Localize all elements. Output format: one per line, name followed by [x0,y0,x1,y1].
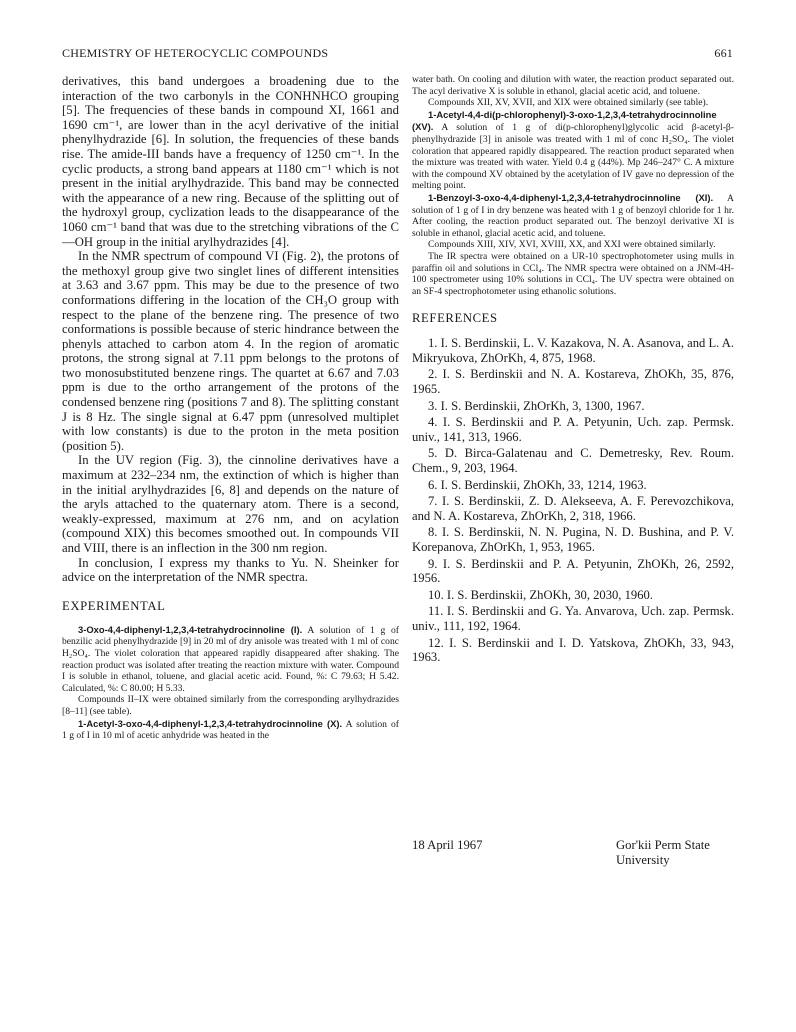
experimental-text [62,624,399,742]
procedure-text: A solution of 1 g of di(p-chlorophenyl)glycolic acid β-acetyl-β-phenylhydrazide [3] in anisole was treated with 1 ml of conc H₂SO₄. The violet coloration that appeared rapidly disappeared. The reaction product separated when the mixture was treated with water. Yield 0.4 g (44%). Mp 246–247° C. A mixture with the compound XV obtained by the acetylation of IV gave no depression of the melting point. [412,122,734,192]
left-column [62,74,399,742]
right-column [412,74,734,667]
procedure-text: A solution of 1 g of I in 10 ml of acetic anhydride was heated in the [62,718,399,742]
journal-title: CHEMISTRY OF HETEROCYCLIC COMPOUNDS [62,46,329,60]
references-list [412,336,734,664]
reference-item: 1. I. S. Berdinskii, L. V. Kazakova, N. A. Asanova, and L. A. Mikryukova, ZhOrKh, 4, 875, 1968. [412,336,734,365]
reference-item: 11. I. S. Berdinskii and G. Ya. Anvarova, Uch. zap. Permsk. univ., 111, 192, 1964. [412,604,734,633]
compound-title: 1-Acetyl-3-oxo-4,4-diphenyl-1,2,3,4-tetrahydrocinnoline (X). [78,717,343,729]
procedure-text: A solution of 1 g of benzilic acid phenylhydrazide [9] in 20 ml of dry anisole was treated with 1 ml of conc H₂SO₄. The violet coloration that appeared rapidly disappeared after shaking. The reaction product was isolated after treating the reaction mixture with water. Compound I is soluble in ethanol, toluene, and glacial acetic acid. Found, %: C 79.63; H 5.42. Calculated, %: C 80.00; H 5.33. [62,624,399,694]
reference-item: 6. I. S. Berdinskii, ZhOKh, 33, 1214, 1963. [428,477,647,492]
reference-item: 4. I. S. Berdinskii and P. A. Petyunin, Uch. zap. Permsk. univ., 141, 313, 1966. [412,415,734,444]
paragraph-ir-bands: derivatives, this band undergoes a broadening due to the interaction of the two carbonyls in the CONHNHCO grouping [5]. The frequencies of these bands in compound XI, 1661 and 1690 cm⁻¹, are lower than in the acyl derivative of the initial phenylhydrazide [6]. In solution, the frequencies of these bands rise. The amide-III bands have a frequency of 1250 cm⁻¹. In the cyclic products, a strong band appears at 1180 cm⁻¹ which is not present in the initial arylhydrazide. This band may be connected with the appearance of a new ring. Because of the splitting out of the hydroxyl group, cyclization leads to the disappearance of the 1060 cm⁻¹ band that was due to the stretching vibrations of the C—OH group in the initial arylhydrazides [4]. [62,74,399,249]
reference-item: 3. I. S. Berdinskii, ZhOrKh, 3, 1300, 1967. [428,398,645,413]
experimental-item-6 [412,109,734,192]
body-text [62,74,399,585]
received-date: 18 April 1967 [412,838,483,852]
procedure-text: A solution of 1 g of I in dry benzene was heated with 1 g of benzoyl chloride for 1 hr. After cooling, the reaction product separated out. The benzoyl derivative XI is soluble in ethanol, glacial acetic acid, and toluene. [412,192,734,239]
page-number: 661 [714,46,733,60]
references-heading: REFERENCES [412,311,498,326]
reference-item: 9. I. S. Berdinskii and P. A. Petyunin, ZhOKh, 26, 2592, 1956. [412,556,734,586]
experimental-item-8: Compounds XIII, XIV, XVI, XVIII, XX, and XXI were obtained similarly. [428,239,716,251]
experimental-item-9: The IR spectra were obtained on a UR-10 spectrophotometer using mulls in paraffin oil and solutions in CCl₄. The NMR spectra were obtained on a JNM-4H-100 spectrometer using 10% solutions in CCl₄. The UV spectra were obtained on an SF-4 spectrophotometer using ethanolic solutions. [412,250,734,297]
paragraph-acknowledgment: In conclusion, I express my thanks to Yu. N. Sheinker for advice on the interpretation of the NMR spectra. [62,555,399,585]
experimental-heading: EXPERIMENTAL [62,598,166,613]
experimental-item-2: Compounds II–IX were obtained similarly from the corresponding arylhydrazides [8–11] (see table). [62,694,399,717]
reference-item: 10. I. S. Berdinskii, ZhOKh, 30, 2030, 1960. [428,587,653,602]
running-header [62,46,733,62]
reference-item: 8. I. S. Berdinskii, N. N. Pugina, N. D. Bushina, and P. V. Korepanova, ZhOrKh, 1, 953, 1965. [412,525,734,554]
experimental-text-continued [412,74,734,297]
reference-item: 12. I. S. Berdinskii and I. D. Yatskova, ZhOKh, 33, 943, 1963. [412,635,734,665]
paragraph-nmr: In the NMR spectrum of compound VI (Fig. 2), the protons of the methoxyl group give two singlet lines of different intensities at 3.63 and 3.67 ppm. This may be due to the presence of two conformations differing in the location of the CH₃O group with respect to the plane of the benzene ring. The presence of two conformations is possible because of steric hindrance between the phenyls attached to carbon atom 4. In the region of aromatic protons, the strong signal at 7.11 ppm belongs to the protons of two monosubstituted benzene rings. The quartet at 6.67 and 7.03 ppm is due to the ortho arrangement of the protons of the condensed benzene ring (positions 7 and 8). The splitting constant J is 8 Hz. The single signal at 6.47 ppm (unresolved multiplet with low constants) is due to the proton in the meta position (position 5). [62,249,399,453]
experimental-item-4: water bath. On cooling and dilution with water, the reaction product separated out. The acyl derivative X is soluble in ethanol, glacial acetic acid, and toluene. [412,74,734,97]
affiliation: Gor'kii Perm State University [616,838,710,867]
experimental-item-3 [62,718,399,742]
compound-title: 1-Acetyl-4,4-di(p-chlorophenyl)-3-oxo-1,2,3,4-tetrahydrocinnoline (XV). [412,108,717,133]
experimental-item-1 [62,624,399,695]
compound-title: 1-Benzoyl-3-oxo-4,4-diphenyl-1,2,3,4-tetrahydrocinnoline (XI). [428,191,714,203]
reference-item: 2. I. S. Berdinskii and N. A. Kostareva, ZhOKh, 35, 876, 1965. [412,367,734,397]
compound-title: 3-Oxo-4,4-diphenyl-1,2,3,4-tetrahydrocinnoline (I). [78,623,303,635]
paragraph-uv: In the UV region (Fig. 3), the cinnoline derivatives have a maximum at 232–234 nm, the extinction of which is higher than in the initial arylhydrazides [6, 8] and depends on the nature of the aryls attached to the quaternary atom. There is a second, weakly-expressed, maximum at 276 nm, and on acylation (compound XIX) this becomes smoothed out. In compounds VII and VIII, there is an inflection in the 300 nm region. [62,453,399,555]
experimental-item-5: Compounds XII, XV, XVII, and XIX were obtained similarly (see table). [428,97,709,109]
reference-item: 5. D. Birca-Galatenau and C. Demetresky, Rev. Roum. Chem., 9, 203, 1964. [412,446,734,476]
experimental-item-7 [412,192,734,239]
reference-item: 7. I. S. Berdinskii, Z. D. Alekseeva, A. F. Perevozchikova, and N. A. Kostareva, ZhOrKh, 2, 318, 1966. [412,494,734,523]
